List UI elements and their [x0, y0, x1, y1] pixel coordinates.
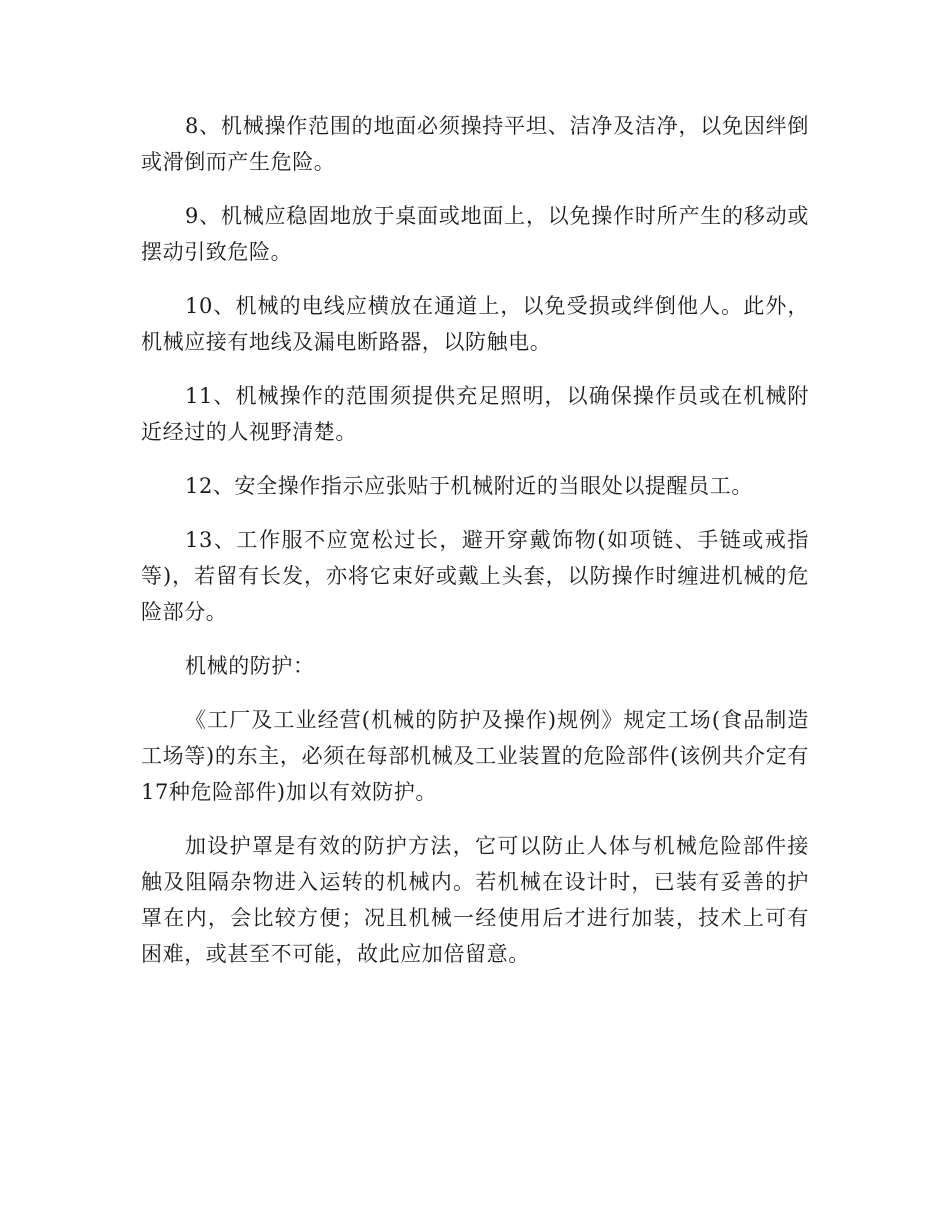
section-heading-machine-protection: 机械的防护：: [185, 654, 315, 678]
paragraph-rule-8: 8、机械操作范围的地面必须操持平坦、洁净及洁净，以免因绊倒或滑倒而产生危险。: [141, 114, 809, 174]
paragraph-rule-11: 11、机械操作的范围须提供充足照明，以确保操作员或在机械附近经过的人视野清楚。: [141, 384, 809, 444]
paragraph-rule-13: 13、工作服不应宽松过长，避开穿戴饰物(如项链、手链或戒指等)，若留有长发，亦将它束好或戴上头套，以防操作时缠进机械的危险部分。: [141, 528, 809, 624]
paragraph-guards: 加设护罩是有效的防护方法，它可以防止人体与机械危险部件接触及阻隔杂物进入运转的机械内。若机械在设计时，已装有妥善的护罩在内，会比较方便；况且机械一经使用后才进行加装，技术上可有困难，或甚至不可能，故此应加倍留意。: [141, 834, 809, 966]
paragraph-rule-12: 12、安全操作指示应张贴于机械附近的当眼处以提醒员工。: [185, 474, 753, 498]
paragraph-regulation: 《工厂及工业经营(机械的防护及操作)规例》规定工场(食品制造工场等)的东主，必须在每部机械及工业装置的危险部件(该例共介定有17种危险部件)加以有效防护。: [141, 708, 809, 804]
document-body: [141, 108, 809, 990]
paragraph-rule-10: 10、机械的电线应横放在通道上，以免受损或绊倒他人。此外，机械应接有地线及漏电断路器，以防触电。: [141, 294, 809, 354]
paragraph-rule-9: 9、机械应稳固地放于桌面或地面上，以免操作时所产生的移动或摆动引致危险。: [141, 204, 809, 264]
